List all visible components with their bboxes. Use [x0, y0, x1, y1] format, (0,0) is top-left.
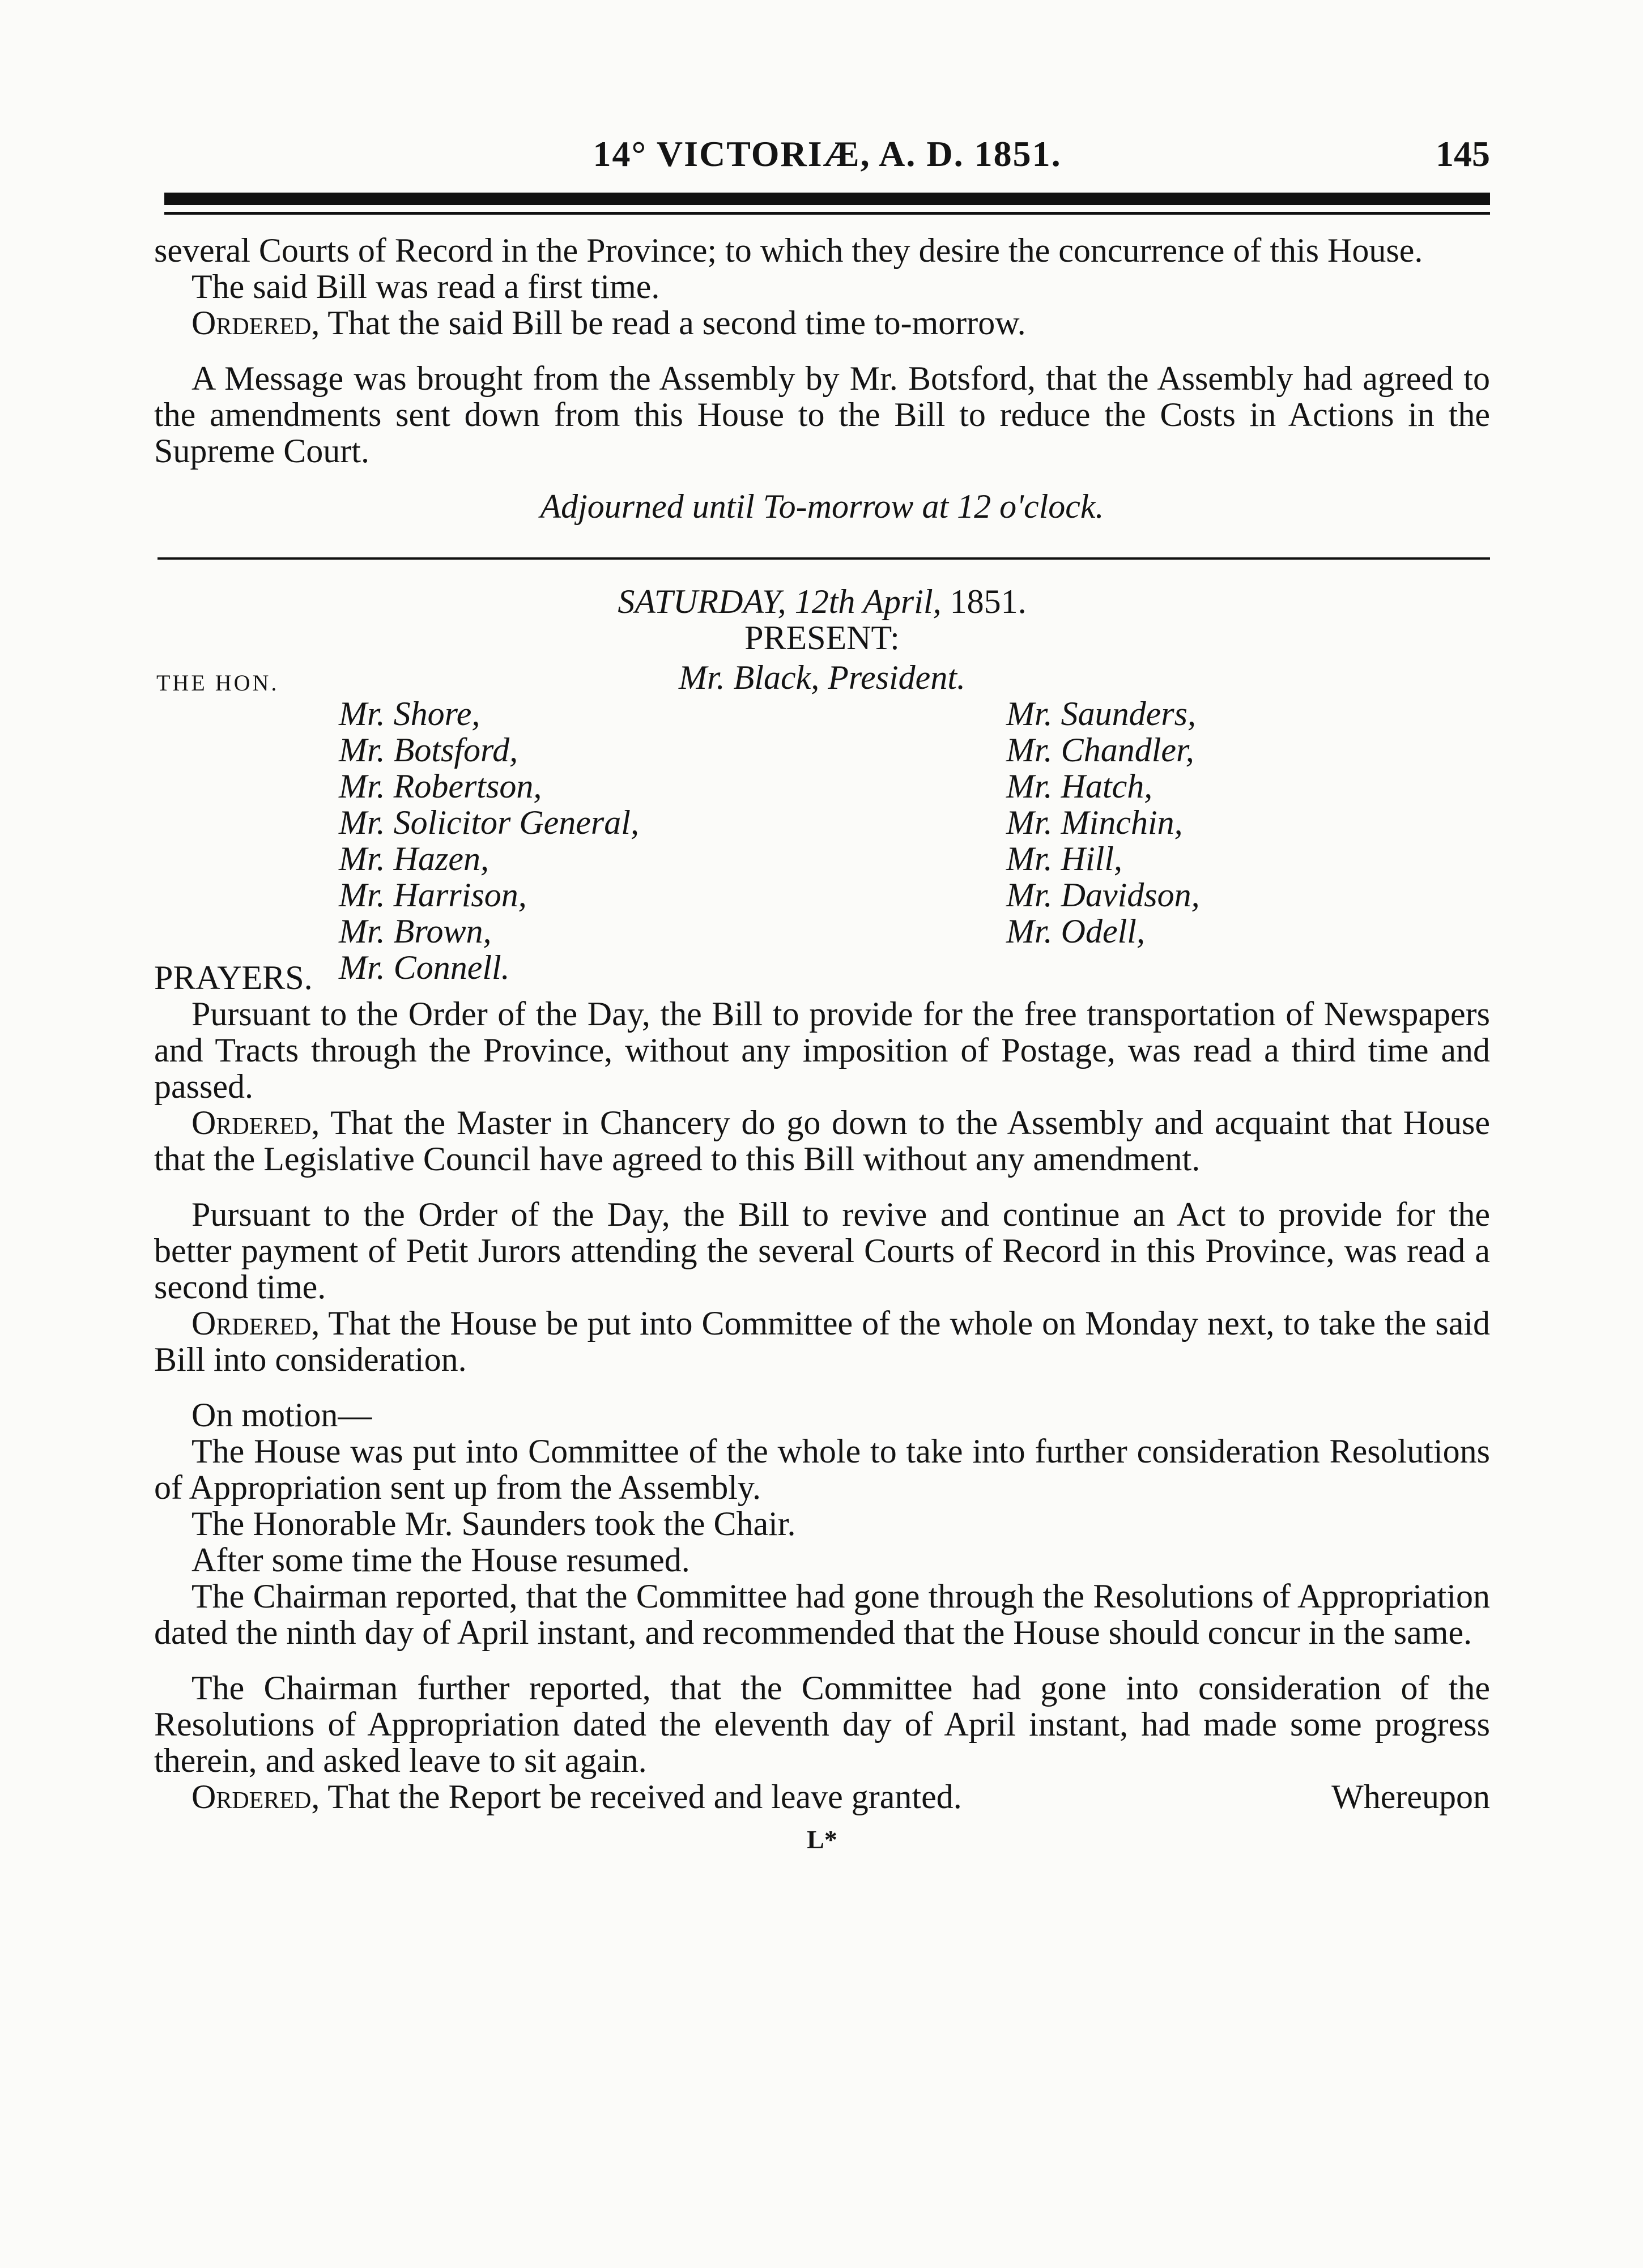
paragraph-message: A Message was brought from the Assembly by Mr. Botsford, that the Assembly had agreed to the amendments sent down from this House to the Bill to reduce the Costs in Actions in the Supreme Court. [154, 360, 1490, 470]
ordered-text: That the House be put into Committee of the whole on Monday next, to take the said Bill into consideration. [154, 1304, 1490, 1378]
members-right-column [1006, 696, 1200, 949]
member-name: Mr. Davidson, [1006, 876, 1200, 914]
ordered-committee-monday [154, 1305, 1490, 1378]
ordered-word: Ordered, [191, 1104, 320, 1141]
paragraph-jurors-bill: Pursuant to the Order of the Day, the Bill to revive and continue an Act to provide for the better payment of Petit Jurors attending the several Courts of Record in this Province, was read a second time. [154, 1196, 1490, 1306]
paragraph-first-reading: The said Bill was read a first time. [191, 268, 660, 305]
paragraph-continuation: several Courts of Record in the Province; to which they desire the concurrence of this House. [154, 232, 1423, 269]
member-name: Mr. Harrison, [339, 876, 527, 914]
member-name: Mr. Brown, [339, 913, 492, 950]
header-rule-thin [164, 212, 1490, 215]
ordered-word: Ordered, [191, 1304, 320, 1342]
present-heading: PRESENT: [744, 619, 900, 656]
member-name: Mr. Botsford, [339, 731, 518, 769]
member-name: Mr. Chandler, [1006, 731, 1194, 769]
paragraph-chair: The Honorable Mr. Saunders took the Chair. [191, 1505, 796, 1542]
date-day: SATURDAY, [618, 583, 786, 620]
paragraph-newspapers-bill: Pursuant to the Order of the Day, the Bill to provide for the free transportation of Newspapers and Tracts through the Province, without any imposition of Postage, was read a third time and passed. [154, 995, 1490, 1105]
paragraph-resumed: After some time the House resumed. [191, 1541, 690, 1579]
member-name: Mr. Hill, [1006, 840, 1123, 877]
ordered-text: That the Master in Chancery do go down to the Assembly and acquaint that House that the Legislative Council have agreed to this Bill without any amendment. [154, 1104, 1490, 1178]
date-year: 1851. [941, 583, 1027, 620]
member-name: Mr. Shore, [339, 695, 480, 732]
paragraph-chairman-further: The Chairman further reported, that the Committee had gone into consideration of the Resolutions of Appropriation dated the eleventh day of April instant, had made some progress therein, and asked leave to sit again. [154, 1669, 1490, 1779]
date-date: 12th April, [786, 583, 942, 620]
member-name: Mr. Minchin, [1006, 804, 1183, 841]
the-hon-label: THE HON. [156, 670, 279, 696]
ordered-text: That the Report be received and leave granted. [320, 1778, 962, 1815]
member-name: Mr. Connell. [339, 949, 510, 986]
ordered-report-received [154, 1779, 1490, 1815]
page-number: 145 [1436, 134, 1490, 174]
on-motion-line: On motion— [191, 1396, 372, 1434]
ordered-word: Ordered, [191, 304, 320, 342]
president-line: Mr. Black, President. [679, 659, 965, 696]
section-rule [158, 557, 1490, 560]
header-rule-thick [164, 193, 1490, 205]
running-title: 14° VICTORIÆ, A. D. 1851. [593, 134, 1062, 174]
date-line [154, 583, 1490, 620]
ordered-master-in-chancery [154, 1105, 1490, 1177]
member-name: Mr. Hazen, [339, 840, 489, 877]
members-left-column [339, 696, 639, 986]
ordered-text: That the said Bill be read a second time to-morrow. [320, 304, 1026, 342]
member-name: Mr. Saunders, [1006, 695, 1197, 732]
member-name: Mr. Solicitor General, [339, 804, 639, 841]
ordered-word: Ordered, [191, 1778, 320, 1815]
member-name: Mr. Robertson, [339, 768, 542, 805]
prayers-heading: PRAYERS. [154, 959, 313, 996]
ordered-second-reading [154, 305, 1490, 341]
member-name: Mr. Odell, [1006, 913, 1145, 950]
page-header [164, 133, 1490, 184]
paragraph-committee: The House was put into Committee of the whole to take into further consideration Resolutions of Appropriation sent up from the Assembly. [154, 1433, 1490, 1506]
paragraph-chairman-reported: The Chairman reported, that the Committee had gone through the Resolutions of Appropriation dated the ninth day of April instant, and recommended that the House should concur in the same. [154, 1578, 1490, 1651]
member-name: Mr. Hatch, [1006, 768, 1153, 805]
page-body [154, 232, 1490, 1858]
catchword: Whereupon [1331, 1778, 1490, 1815]
adjourned-line: Adjourned until To-morrow at 12 o'clock. [540, 488, 1104, 525]
signature-mark: L* [807, 1825, 837, 1854]
